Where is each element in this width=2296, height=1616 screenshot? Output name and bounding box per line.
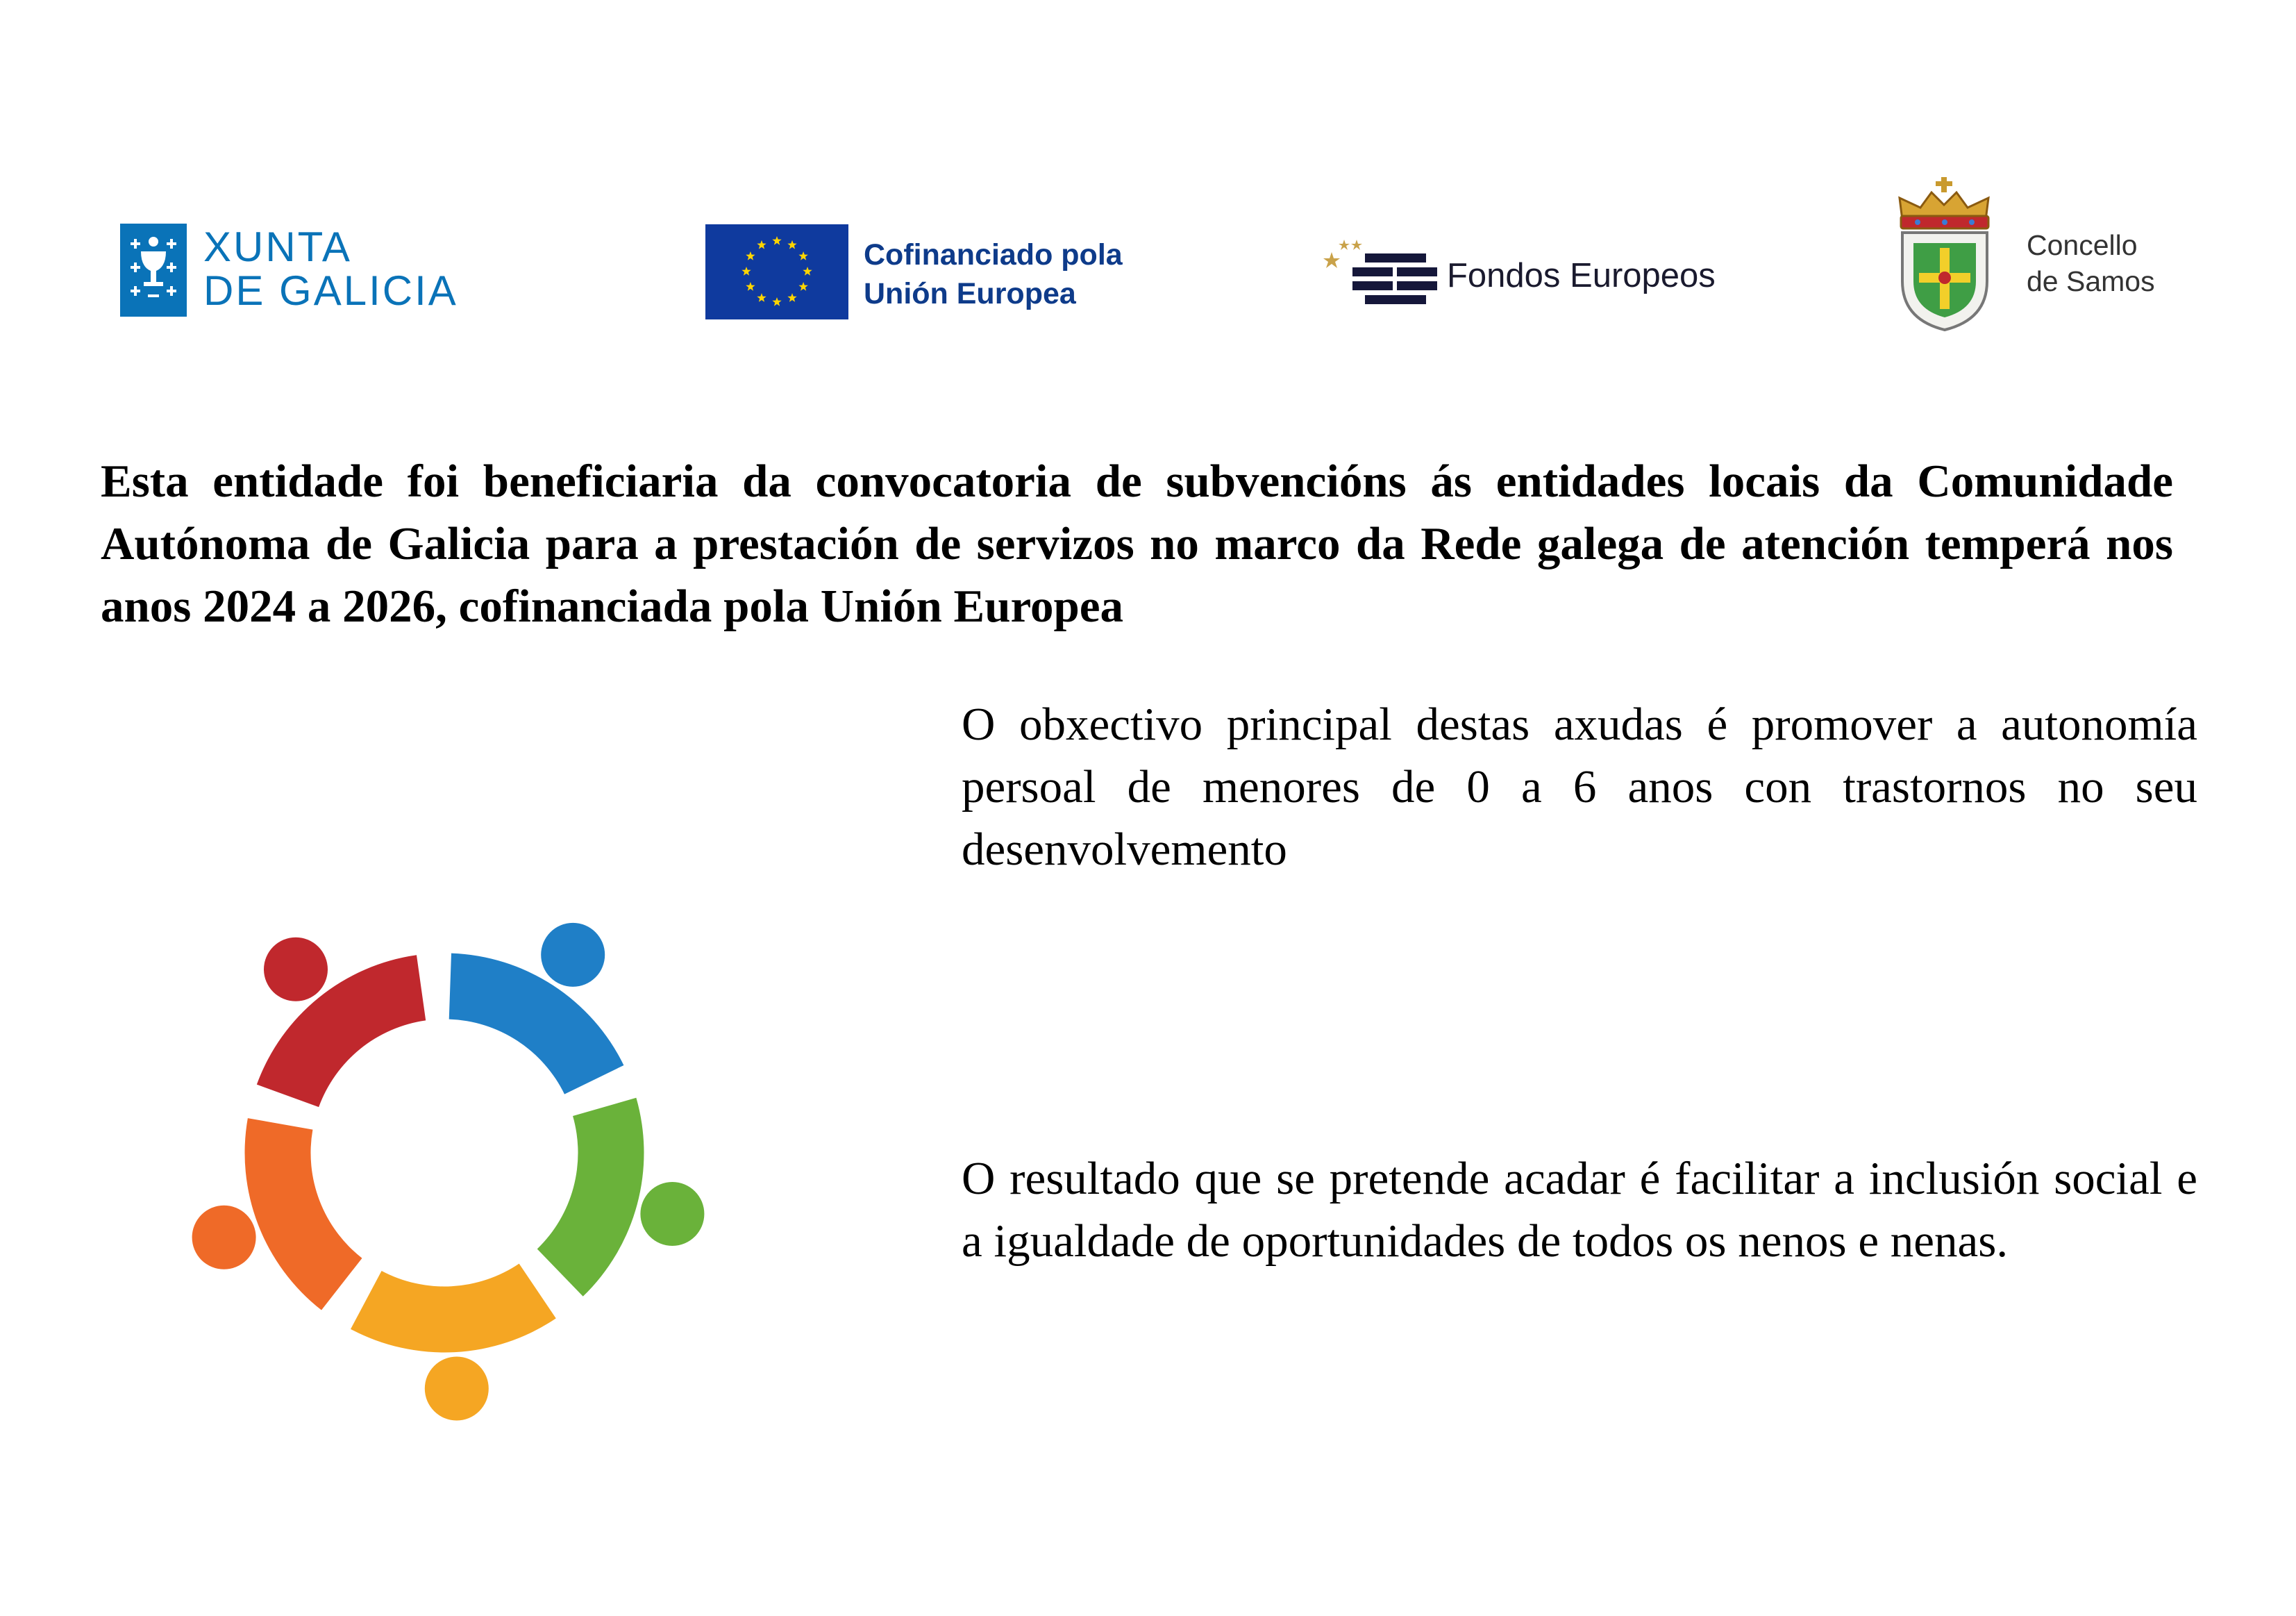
person-body-icon bbox=[245, 1118, 362, 1310]
eu-star-icon bbox=[757, 293, 766, 302]
result-paragraph: O resultado que se pretende acadar é facilitar a inclusión social e a igualdade de oportunidades de todos os nenos e nenas. bbox=[962, 1153, 2197, 1267]
person-head-icon bbox=[640, 1182, 704, 1246]
concello-de-samos-logo bbox=[1893, 177, 2184, 333]
eu-star-icon bbox=[803, 267, 812, 276]
person-head-icon bbox=[541, 923, 605, 987]
eu-star-icon bbox=[772, 297, 781, 306]
xunta-emblem-icon bbox=[120, 224, 187, 317]
people-circle-icon bbox=[104, 799, 868, 1493]
samos-line1: Concello bbox=[2027, 229, 2138, 261]
person-head-icon bbox=[264, 938, 328, 1001]
eu-caption bbox=[864, 235, 1123, 313]
samos-coat-of-arms-icon bbox=[1893, 177, 1997, 333]
eu-star-icon bbox=[772, 236, 781, 245]
eu-star-icon bbox=[798, 251, 807, 260]
community-circle-illustration bbox=[104, 799, 868, 1493]
xunta-wordmark bbox=[203, 225, 458, 313]
person-head-icon bbox=[192, 1206, 256, 1269]
eu-star-icon bbox=[798, 282, 807, 291]
person-head-icon bbox=[425, 1357, 489, 1421]
eu-star-icon bbox=[741, 267, 751, 276]
eu-star-icon bbox=[757, 240, 766, 249]
samos-line2: de Samos bbox=[2027, 265, 2155, 297]
objective-paragraph: O obxectivo principal destas axudas é promover a autonomía persoal de menores de 0 a 6 anos con trastornos no seu desenvolvemento bbox=[962, 699, 2197, 875]
eu-flag-icon bbox=[705, 224, 848, 319]
samos-caption bbox=[2027, 227, 2155, 299]
person-body-icon bbox=[537, 1098, 644, 1297]
xunta-de-galicia-logo bbox=[120, 224, 460, 321]
eu-line1: Cofinanciado pola bbox=[864, 238, 1123, 272]
eu-line2: Unión Europea bbox=[864, 277, 1076, 310]
eu-star-icon bbox=[746, 251, 755, 260]
grant-heading: Esta entidade foi beneficiaria da convocatoria de subvencións ás entidades locais da Comunidade Autónoma de Galicia para a prestación de servizos no marco da Rede galega de atención temperá nos anos 2024 a 2026, cofinanciada pola Unión Europea bbox=[101, 456, 2173, 632]
eu-star-icon bbox=[746, 282, 755, 291]
xunta-line2: DE GALICIA bbox=[203, 267, 458, 314]
fondos-europeos-mark-icon bbox=[1319, 233, 1441, 309]
fondos-europeos-logo bbox=[1319, 233, 1736, 316]
eu-star-icon bbox=[787, 293, 796, 302]
person-body-icon bbox=[351, 1264, 556, 1353]
fondos-caption: Fondos Europeos bbox=[1447, 257, 1716, 294]
eu-star-icon bbox=[787, 240, 796, 249]
eu-cofinanced-logo bbox=[705, 224, 1219, 322]
xunta-line1: XUNTA bbox=[203, 224, 352, 270]
